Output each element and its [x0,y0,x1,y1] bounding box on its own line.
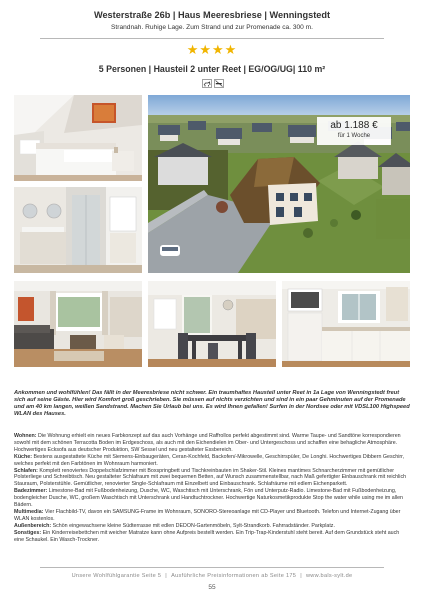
price-amount: ab 1.188 € [330,120,378,131]
footer-guarantee-link[interactable]: Unsere Wohlfühlgarantie Seite 5 [71,573,162,579]
pet-allowed-icon [203,80,212,88]
feature-icons [202,79,224,88]
living-room-photo [14,281,142,367]
kitchen-photo [282,281,410,367]
detail-label: Sonstiges: [14,529,42,536]
detail-label: Schlafen: [14,467,38,474]
top-divider [40,38,384,39]
detail-badezimmer [14,488,410,509]
page-title: Westerstraße 26b | Haus Meeresbriese | Wenningstedt [93,10,331,20]
property-details [14,433,410,544]
footer-website-link[interactable]: www.bals-sylt.de [305,573,353,579]
footer-separator: | [300,573,302,579]
bedroom-photo [14,95,142,181]
footer [0,573,424,579]
footer-separator: | [165,573,168,579]
no-smoking-icon [215,80,224,88]
detail-label: Multimedia: [14,508,44,515]
price-period: für 1 Woche [337,133,371,139]
detail-text: Limestone-Bad mit Fußbodenheizung, Dusche, WC, Waschtisch mit Unterschrank, Fön und Unterputz-Radio. Limestone-Bad mit Fußbodenheizung, bodengleicher Dusche, WC, großem Waschtisch mit Unterschrank und Handtuchtrockner. Hochwertige Naturkosmetikprodukte Stop the water while using me im allen Bädern. [14,488,404,509]
detail-text: Komplett renoviertes Doppelschlafzimmer mit Boxspringbett und Tischkreinbauten im Shaker-Stil. Kleines mantimes Schnarcherzimmer mit gemütlicher Polsterliege und Schreibtisch. Neu gestalteter Schlafraum mit zwei bequemen Betten, auf Wunsch zusammenstellbar, nach Maß gefertigter Einbauschrank mit reichlich Stauraum, Polsterstühle. Gemütlicher, renovierter Single-Schlafraum mit Einzelbett und Einbauschrank. Schlafräume mit edlem Eichenparkett. [14,467,407,488]
price-box [317,117,391,145]
detail-label: Badezimmer: [14,488,48,495]
detail-text: Die Wohnung erhielt ein neues Farbkonzept auf das auch Vorhänge und Raffrollos perfekt abgestimmt sind. Warme Taupe- und Sandtöne korrespondieren sowohl mit dem schönen Terracotta Boden im Erdgeschoss, als auch mit den Eichendielen im Ober- und Untergeschoss und schaffen eine behagliche Atmosphäre. Hochwertiges Ecksofa aus deutscher Produktion, SW Sessel und neu gestalteter Essbereich. [14,433,401,453]
detail-wohnen [14,433,410,454]
footer-divider [40,567,384,568]
bathroom-photo [14,187,142,273]
page-subtitle: Strandnah. Ruhige Lage. Zum Strand und zur Promenade ca. 300 m. [111,24,313,31]
detail-text: Ein Kinderreisebettchen mit weicher Matratze kann ohne Aufpreis bestellt werden. Ein Trip-Trap-Kinderstuhl steht bereit. Auf dem Grundstück steht auch eine Schaukel. Ein Wasch-Trockner. [14,529,400,543]
star-rating: ★★★★ [186,43,238,58]
dining-room-photo [148,281,276,367]
footer-prices-link[interactable]: Ausführliche Preisinformationen ab Seite 175 [171,573,297,579]
intro-text: Ankommen und wohlfühlen! Das fällt in der Meeresbriese nicht schwer. Ein traumhaftes Hausteil unter Reet in 1a Lage von Wenningstedt freut sich auf seine Gäste. Hier wird Komfort groß geschrieben. Sie müssen auf nichts verzichten und sind in ein paar Gehminuten auf der Promenade und am 40 km langen, weißen Sandstrand. Machen Sie Urlaub bei uns. Es wird Ihnen gefallen! Surfen in der Nordsee oder mit VDSL100 Highspeed WLAN des Hauses. [14,390,410,418]
detail-sonstiges [14,530,410,544]
detail-text: Vier Flachbild-TV, davon ein SAMSUNG-Frame im Wohnraum, SONORO-Stereoanlage mit CD-Player und Bluetooth. Telefon und Internet-Zugang über WLAN kostenlos. [14,508,401,522]
detail-label: Küche: [14,453,32,460]
detail-label: Außenbereich: [14,522,52,529]
detail-kueche [14,454,410,468]
page-number: 55 [208,584,216,591]
property-headline: 5 Personen | Hausteil 2 unter Reet | EG/OG/UG| 110 m² [98,64,326,74]
detail-text: Schön eingewachsene kleine Südterrasse mit edlen DEDON-Gartenmöbeln, Sylt-Strandkorb. Fahrradständer. Parkplatz. [52,522,335,529]
detail-multimedia [14,509,410,523]
detail-label: Wohnen: [14,433,37,439]
detail-aussenbereich [14,523,410,530]
detail-schlafen [14,468,410,489]
detail-text: Bestens ausgestattete Küche mit Siemens-Einbaugeräten, Ceran-Kochfeld, Backofen/-Mikrowelle, Geschirrspüler, De Longhi. Hochwertiges Dibbern Geschirr, welches perfekt mit den Farbtönen im Wohnraum harmoniert. [14,453,405,467]
